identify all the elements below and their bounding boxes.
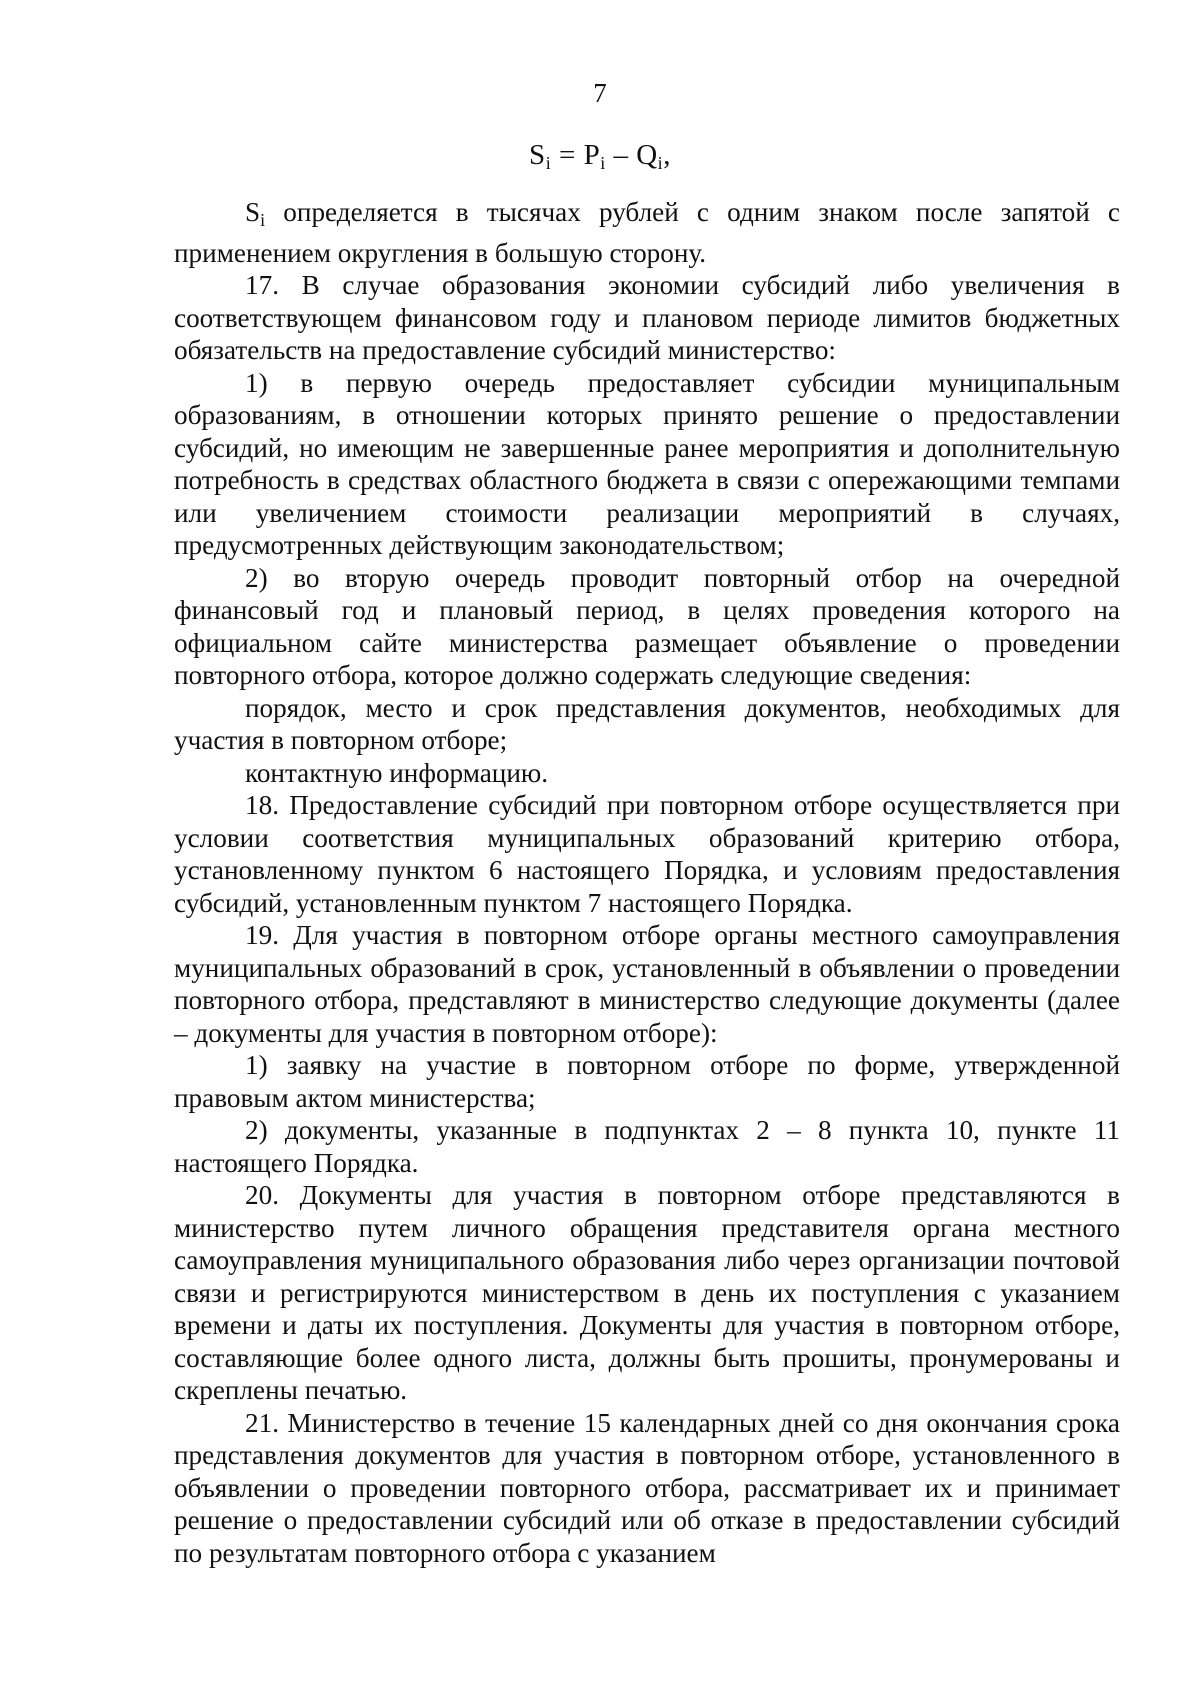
paragraph-21: 21. Министерство в течение 15 календарных дней со дня окончания срока представления документов для участия в повторном отборе, установленного в объявлении о проведении повторного отбора, рассматривает их и принимает решение о предоставлении субсидий или об отказе в предоставлении субсидий по результатам повторного отбора с указанием (174, 1407, 1120, 1568)
si-symbol: S (245, 197, 261, 227)
formula-minus: – (605, 139, 637, 171)
paragraph-19: 19. Для участия в повторном отборе органы местного самоуправления муниципальных образований в срок, установленный в объявлении о проведении повторного отбора, представляют в министерство следующие документы (далее – документы для участия в повторном отборе): (174, 920, 1120, 1048)
formula-lhs-subscript: i (545, 153, 552, 173)
paragraph-19-item-2: 2) документы, указанные в подпунктах 2 – 8 пункта 10, пункте 11 настоящего Порядка. (174, 1115, 1120, 1178)
paragraph-18: 18. Предоставление субсидий при повторном отборе осуществляется при условии соответствия муниципальных образований критерию отбора, установленному пунктом 6 настоящего Порядка, и условиям предоставления субсидий, установленным пунктом 7 настоящего Порядка. (174, 790, 1120, 918)
formula-q: Q (636, 139, 658, 171)
body-text (174, 196, 1120, 1569)
paragraph-17-item-2: 2) во вторую очередь проводит повторный отбор на очередной финансовый год и плановый период, в целях проведения которого на официальном сайте министерства размещает объявление о проведении повторного отбора, которое должно содержать следующие сведения: (174, 562, 1120, 690)
formula-p-subscript: i (600, 153, 606, 173)
paragraph-17-item-1: 1) в первую очередь предоставляет субсидии муниципальным образованиям, в отношении которых принято решение о предоставлении субсидий, но имеющим не завершенные ранее мероприятия и дополнительную потребность в средствах областного бюджета в связи с опережающими темпами или увеличением стоимости реализации мероприятий в случаях, предусмотренных действующим законодательством; (174, 367, 1120, 560)
formula-p: P (583, 139, 601, 171)
paragraph-17-item-2-contacts: контактную информацию. (245, 757, 549, 788)
formula-equals: = (551, 139, 584, 171)
formula (0, 138, 1200, 180)
si-symbol-subscript: i (260, 210, 266, 230)
formula-q-subscript: i (657, 153, 664, 173)
paragraph-17: 17. В случае образования экономии субсидий либо увеличения в соответствующем финансовом году и плановом периоде лимитов бюджетных обязательств на предоставление субсидий министерство: (174, 270, 1120, 365)
formula-tail: , (663, 139, 671, 171)
paragraph-20: 20. Документы для участия в повторном отборе представляются в министерство путем личного обращения представителя органа местного самоуправления муниципального образования либо через организации почтовой связи и регистрируются министерством в день их поступления с указанием времени и даты их поступления. Документы для участия в повторном отборе, составляющие более одного листа, должны быть прошиты, пронумерованы и скреплены печатью. (174, 1180, 1120, 1405)
paragraph-19-item-1: 1) заявку на участие в повторном отборе по форме, утвержденной правовым актом министерства; (174, 1050, 1120, 1113)
si-definition-text: определяется в тысячах рублей с одним знаком после запятой с применением округления в большую сторону. (174, 197, 1120, 268)
page-number: 7 (593, 78, 607, 108)
formula-lhs: S (529, 139, 546, 171)
paragraph-17-item-2-order: порядок, место и срок представления документов, необходимых для участия в повторном отборе; (174, 692, 1120, 755)
paragraph-si-definition (174, 196, 1120, 269)
